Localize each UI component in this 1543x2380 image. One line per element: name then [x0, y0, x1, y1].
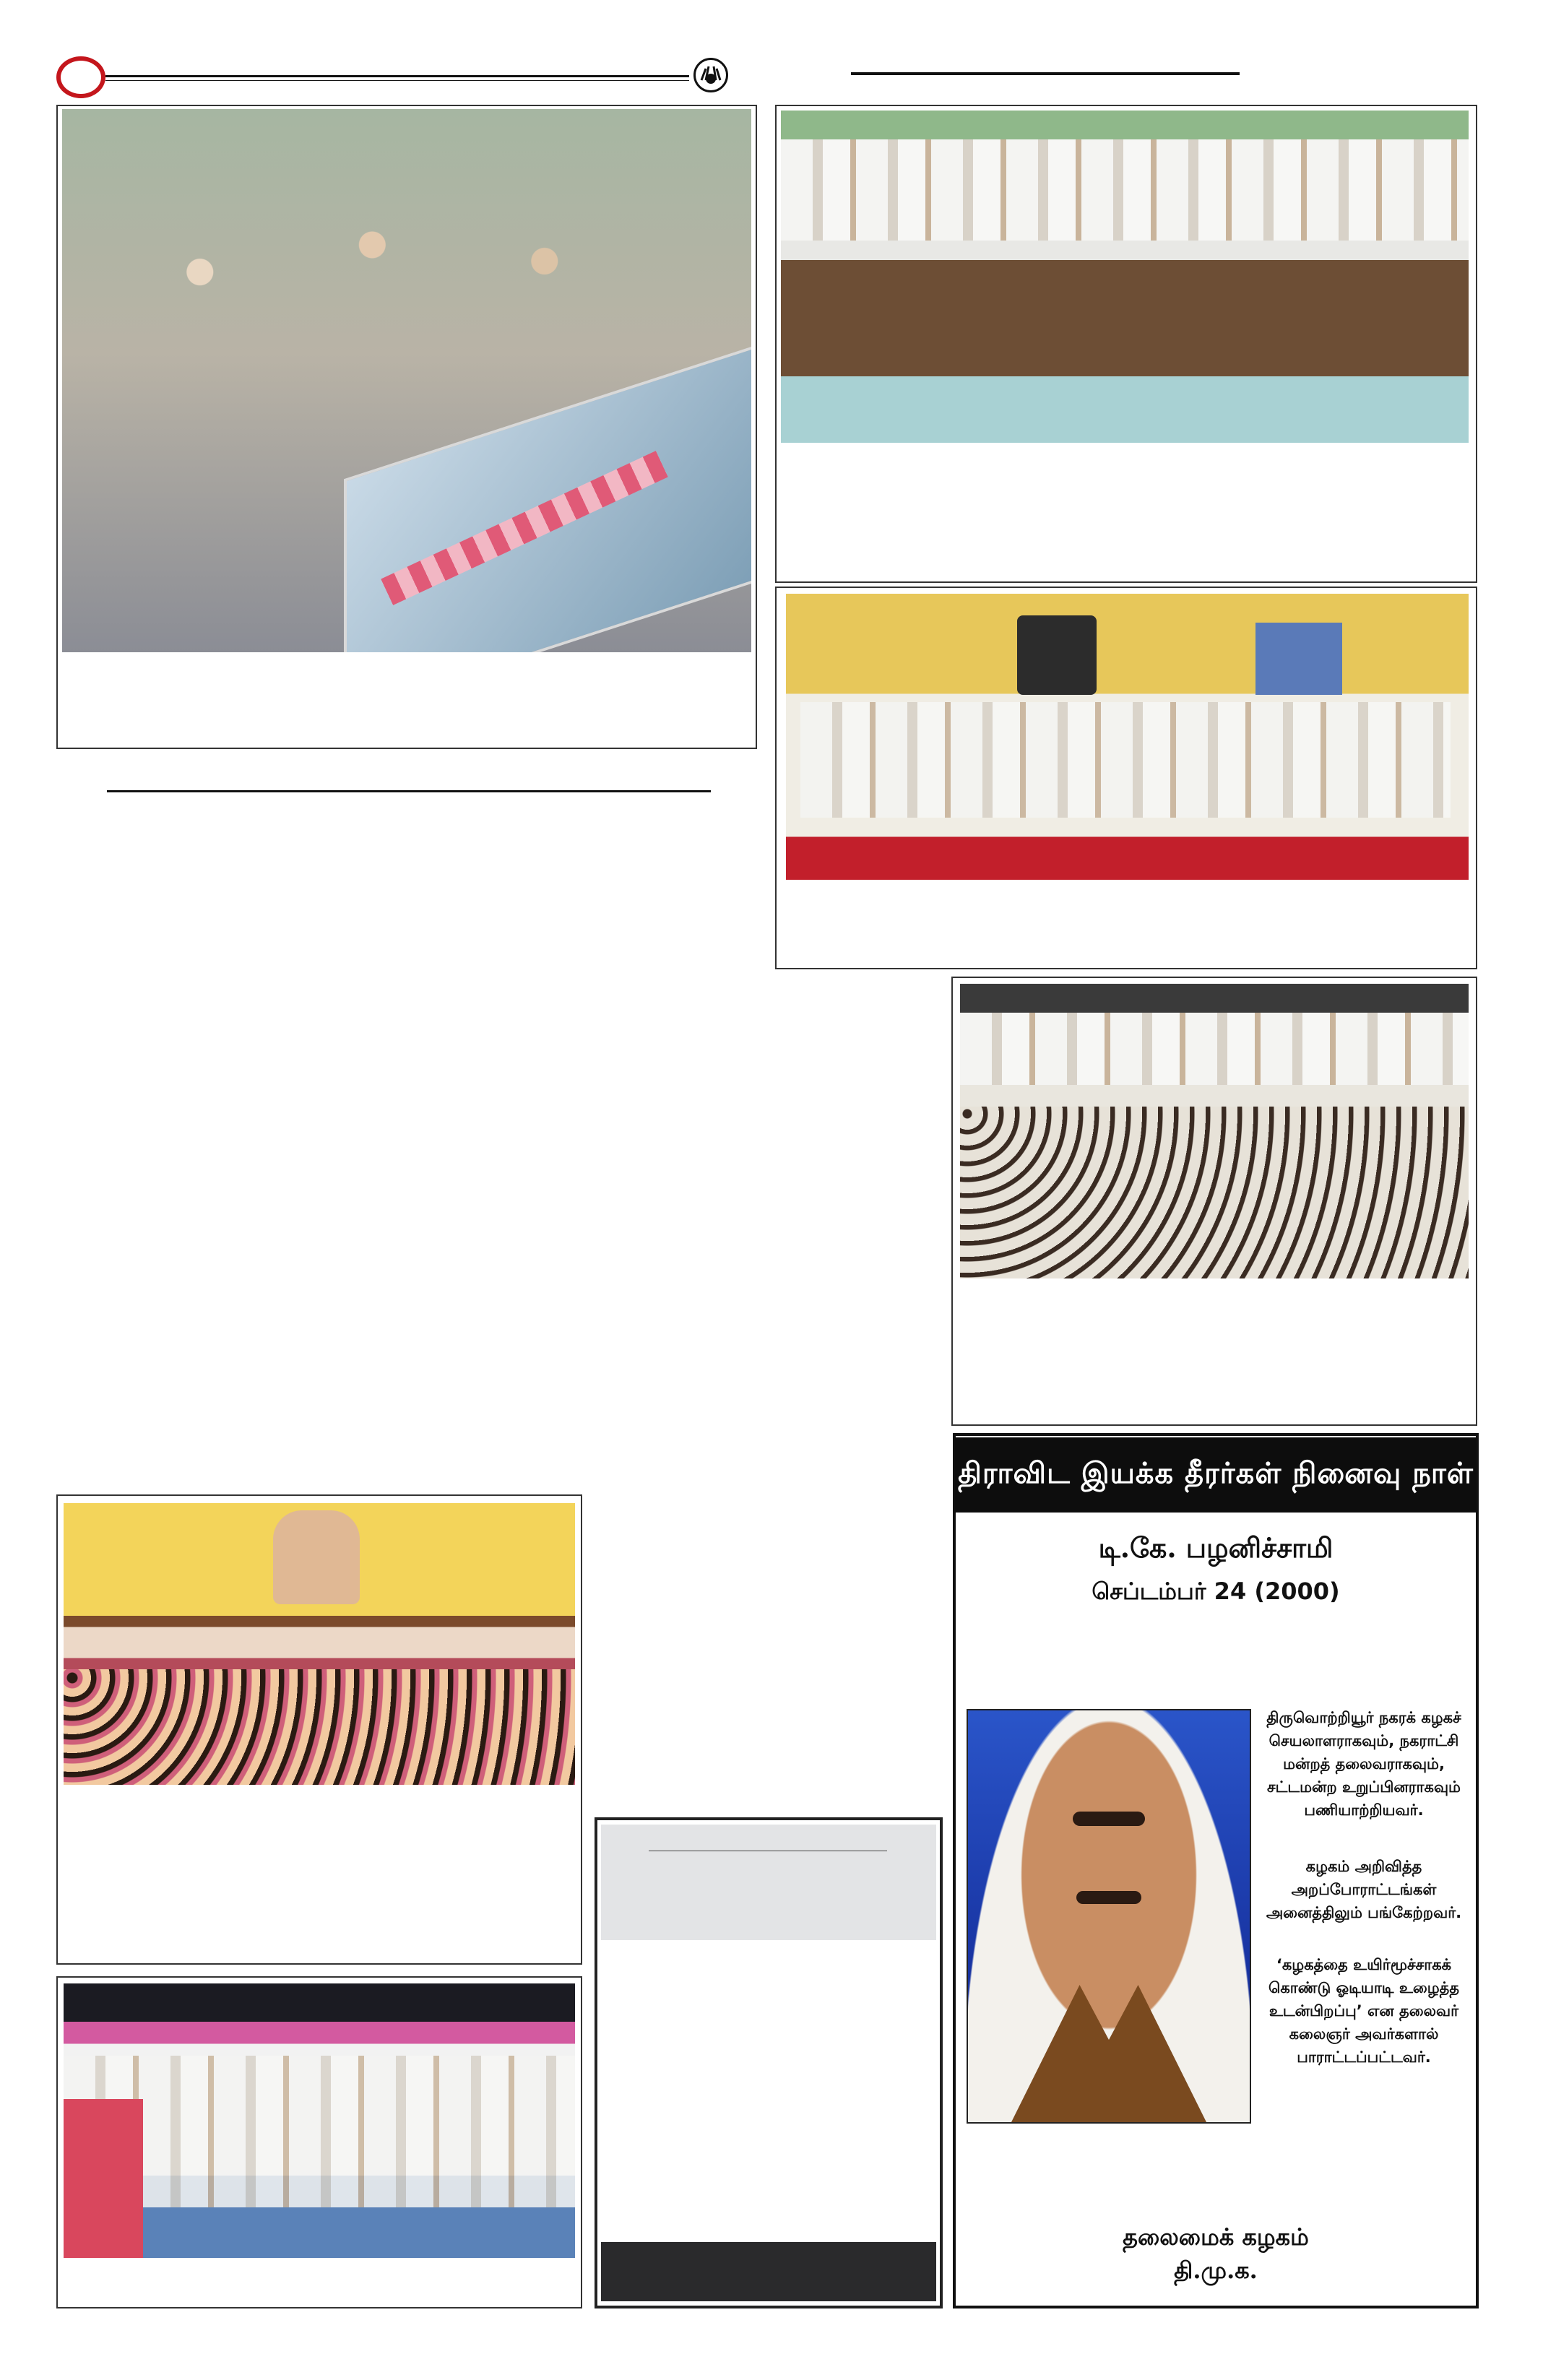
masthead-rule-left-thin: [105, 80, 689, 81]
sidebar-dark-footer: [601, 2242, 936, 2301]
section-rule-left: [107, 790, 711, 792]
tribute-date: செப்டம்பர் 24 (2000): [1092, 1578, 1340, 1605]
masthead-rule-right: [851, 72, 1240, 75]
photo-casket-tribute: [62, 109, 751, 652]
red-circle-icon: [56, 56, 105, 98]
sidebar-grey-header: [601, 1825, 936, 1940]
photo-stage-meeting: [786, 594, 1469, 880]
tribute-para-1: திருவொற்றியூர் நகரக் கழகச் செயலாளராகவும், நகராட்சி மன்றத் தலைவராகவும், சட்டமன்ற உறுப்பினராகவும் பணியாற்றியவர்.: [1266, 1709, 1461, 1819]
tribute-name: டி.கே. பழனிச்சாமி: [1098, 1531, 1334, 1564]
photo-volunteers-group: [64, 1983, 575, 2258]
photo-night-meeting: [960, 984, 1469, 1278]
tribute-heading: திராவிட இயக்க தீரர்கள் நினைவு நாள்: [955, 1437, 1477, 1513]
rising-sun-emblem-icon: [693, 58, 728, 92]
tribute-portrait: [967, 1709, 1251, 2124]
tribute-para-3: ‘கழகத்தை உயிர்மூச்சாகக் கொண்டு ஓடியாடி உழைத்த உடன்பிறப்பு’ என தலைவர் கலைஞர் அவர்களால் பாராட்டப்பட்டவர்.: [1268, 1956, 1460, 2066]
photo-consultation-meeting: [64, 1503, 575, 1785]
photo-dam-release: [781, 111, 1469, 443]
masthead-rule-left: [105, 75, 689, 77]
tribute-footer-org: தலைமைக் கழகம்: [1123, 2223, 1309, 2251]
tribute-footer-party: தி.மு.க.: [1174, 2256, 1258, 2284]
tribute-para-2: கழகம் அறிவித்த அறப்போராட்டங்கள் அனைத்திலும் பங்கேற்றவர்.: [1266, 1858, 1462, 1921]
